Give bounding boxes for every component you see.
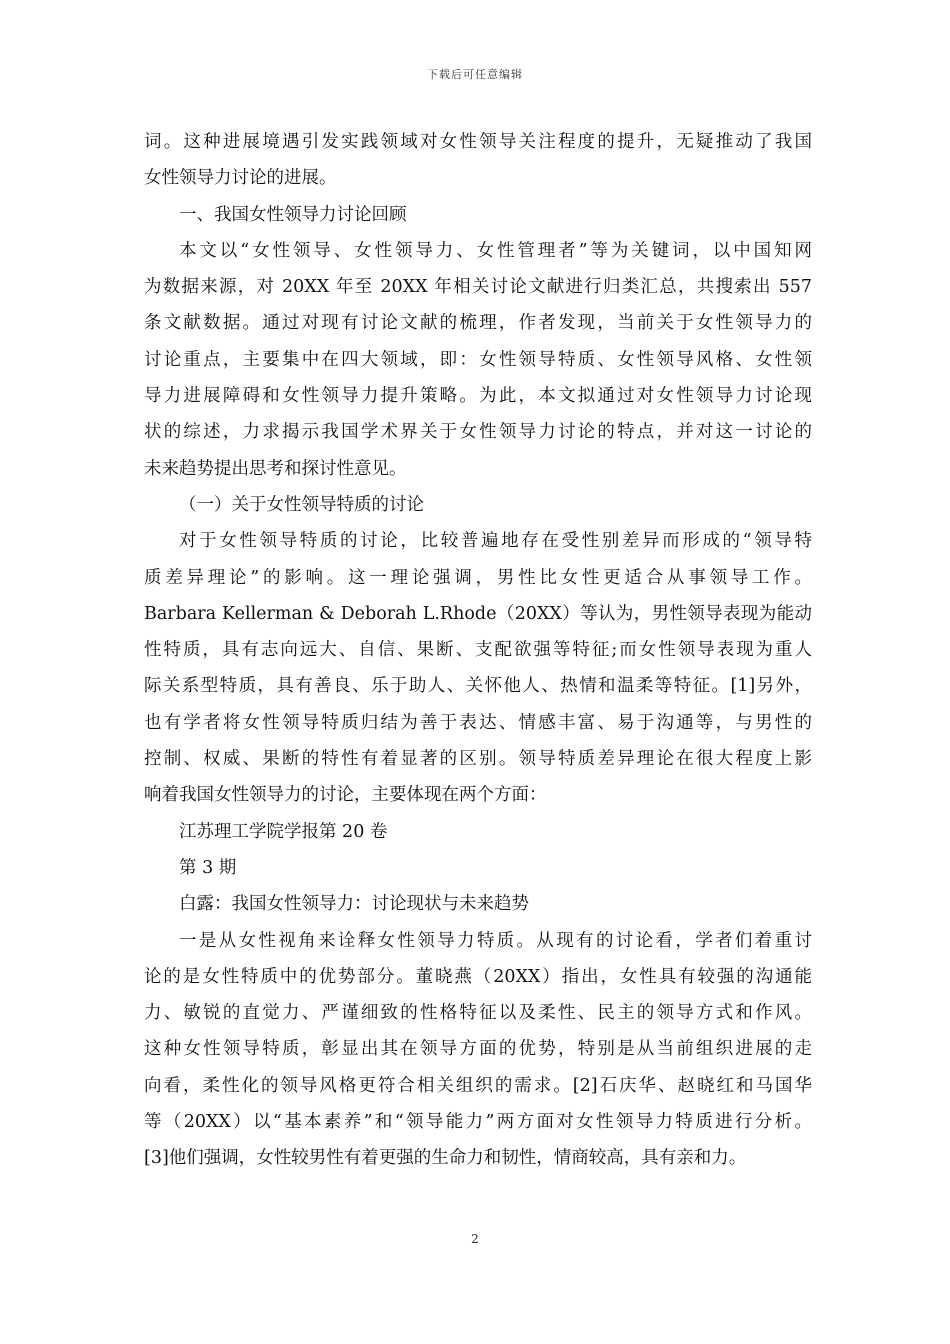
text-line: 对于女性领导特质的讨论，比较普遍地存在受性别差异而形成的“领导特 — [179, 531, 812, 552]
text-line: 性特质，具有志向远大、自信、果断、支配欲强等特征;而女性领导表现为重人 — [144, 640, 812, 661]
text-line: 际关系型特质，具有善良、乐于助人、关怀他人、热情和温柔等特征。[1]另外， — [144, 676, 812, 697]
text-line: Barbara Kellerman & Deborah L.Rhode（20XX）等认为，男性领导表现为能动 — [144, 603, 812, 624]
text-line: 第 3 期 — [179, 857, 237, 878]
text-line: 这种女性领导特质，彰显出其在领导方面的优势，特别是从当前组织进展的走 — [144, 1039, 812, 1060]
text-line: 为数据来源，对 20XX 年至 20XX 年相关讨论文献进行归类汇总，共搜索出 557 — [144, 277, 812, 298]
text-line: （一）关于女性领导特质的讨论 — [179, 494, 424, 515]
text-line: 等（20XX）以“基本素养”和“领导能力”两方面对女性领导力特质进行分析。 — [144, 1112, 812, 1133]
body-text — [144, 124, 812, 1177]
page-number: 2 — [471, 1232, 479, 1246]
text-line: 质差异理论”的影响。这一理论强调，男性比女性更适合从事领导工作。 — [144, 567, 812, 588]
text-line: 词。这种进展境遇引发实践领域对女性领导关注程度的提升，无疑推动了我国 — [144, 132, 812, 152]
text-line: 讨论重点，主要集中在四大领域，即：女性领导特质、女性领导风格、女性领 — [144, 349, 812, 370]
text-line: [3]他们强调，女性较男性有着更强的生命力和韧性，情商较高，具有亲和力。 — [144, 1148, 747, 1169]
text-line: 本文以“女性领导、女性领导力、女性管理者”等为关键词，以中国知网 — [179, 240, 812, 261]
text-line: 未来趋势提出思考和探讨性意见。 — [144, 458, 407, 479]
text-line: 条文献数据。通过对现有讨论文献的梳理，作者发现，当前关于女性领导力的 — [144, 313, 812, 334]
page-header: 下载后可任意编辑 — [427, 68, 523, 81]
text-line: 响着我国女性领导力的讨论，主要体现在两个方面： — [144, 785, 547, 806]
text-line: 状的综述，力求揭示我国学术界关于女性领导力讨论的特点，并对这一讨论的 — [144, 422, 812, 443]
text-line: 一、我国女性领导力讨论回顾 — [179, 204, 407, 225]
text-line: 白露：我国女性领导力：讨论现状与未来趋势 — [179, 894, 529, 915]
text-line: 控制、权威、果断的特性有着显著的区别。领导特质差异理论在很大程度上影 — [144, 749, 812, 770]
text-line: 向看，柔性化的领导风格更符合相关组织的需求。[2]石庆华、赵晓红和马国华 — [144, 1075, 812, 1096]
text-line: 导力进展障碍和女性领导力提升策略。为此，本文拟通过对女性领导力讨论现 — [144, 386, 812, 407]
text-line: 一是从女性视角来诠释女性领导力特质。从现有的讨论看，学者们着重讨 — [179, 930, 812, 951]
text-line: 也有学者将女性领导特质归结为善于表达、情感丰富、易于沟通等，与男性的 — [144, 712, 812, 733]
text-line: 女性领导力讨论的进展。 — [144, 168, 337, 189]
text-line: 论的是女性特质中的优势部分。董晓燕（20XX）指出，女性具有较强的沟通能 — [144, 966, 812, 987]
text-line: 力、敏锐的直觉力、严谨细致的性格特征以及柔性、民主的领导方式和作风。 — [144, 1003, 812, 1024]
text-line: 江苏理工学院学报第 20 卷 — [179, 821, 388, 842]
